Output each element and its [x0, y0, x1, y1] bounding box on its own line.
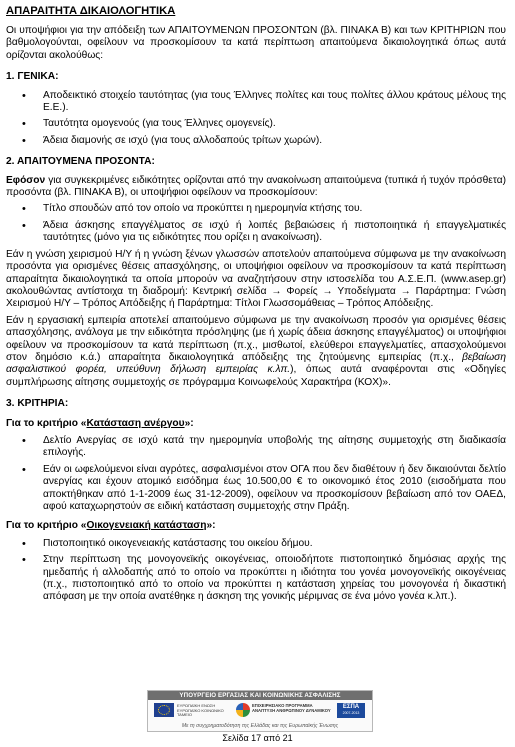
funding-banner: [147, 690, 373, 732]
list-item: • Πιστοποιητικό οικογενειακής κατάστασης του οικείου δήμου.: [6, 538, 506, 550]
eu-fund-text: ΕΥΡΩΠΑΪΚΗ ΕΝΩΣΗ ΕΥΡΩΠΑΪΚΟ ΚΟΙΝΩΝΙΚΟ ΤΑΜΕΙΟ: [177, 703, 224, 717]
espa-years: 2007-2013: [342, 711, 360, 715]
section-heading-general: 1. ΓΕΝΙΚΑ:: [6, 71, 59, 83]
computer-language-paragraph: Εάν η γνώση χειρισμού Η/Υ ή η γνώση ξένων γλωσσών αποτελούν απαιτούμενα σύμφωνα με την ανακοίνωση προσόντα για ορισμένες θέσεις απασχόλησης, οι υποψήφιοι οφείλουν να προσκομίσουν τα κατά περίπτωση απαραίτητα δικαιολογητικά τα οποία μπορούν να αναζητήσουν στην ιστοσελίδα του Α.Σ.Ε.Π. (www.asep.gr) ακολουθώντας αντίστοιχα τη διαδρομή: Κεντρική σελίδα → Φορείς → Υποδείγματα → Παράρτημα: Γνώση Χειρισμού Η/Υ – Τρόπος Απόδειξης ή Παράρτημα: Τίτλοι Γλωσσομάθειας – Τρόπος Απόδειξης.: [6, 248, 506, 310]
unemployment-list: [6, 435, 506, 513]
section-heading-criteria: 3. ΚΡΙΤΗΡΙΑ:: [6, 398, 69, 410]
list-item: • Αποδεικτικό στοιχείο ταυτότητας (για τους Έλληνες πολίτες και τους πολίτες άλλου κράτους μέλους της Ε.Ε.).: [6, 90, 506, 115]
list-item: • Τίτλο σπουδών από τον οποίο να προκύπτει η ημερομηνία κτήσης του.: [6, 203, 506, 215]
family-list: [6, 538, 506, 604]
criterion-name: Κατάσταση ανέργου: [86, 417, 185, 429]
ministry-strip: ΥΠΟΥΡΓΕΙΟ ΕΡΓΑΣΙΑΣ ΚΑΙ ΚΟΙΝΩΝΙΚΗΣ ΑΣΦΑΛΙΣΗΣ: [148, 691, 372, 700]
espa-logo: [337, 703, 365, 718]
criterion-family-heading: [6, 520, 506, 532]
qualifications-lead: [6, 175, 506, 200]
experience-paragraph: [6, 315, 506, 389]
experience-italic-text: βεβαίωση ασφαλιστικού φορέα, υπεύθυνη δήλωση εμπειρίας κ.λπ.: [6, 351, 506, 376]
lead-text: για συγκεκριμένες ειδικότητες ορίζονται από την ανακοίνωση απαιτούμενα (τυπικά ή τυχόν πρόσθετα) προσόντα (βλ. ΠΙΝΑΚΑ Β), οι υποψήφιοι οφείλουν να προσκομίσουν:: [6, 174, 506, 199]
criterion-suffix: »:: [184, 417, 194, 429]
cofunding-caption: Με τη συγχρηματοδότηση της Ελλάδας και της Ευρωπαϊκής Ένωσης: [181, 723, 339, 729]
operational-programme-logo-icon: [236, 703, 250, 717]
page-number: Σελίδα 17 από 21: [222, 733, 293, 743]
espa-label: ΕΣΠΑ: [342, 704, 360, 710]
criterion-prefix: Για το κριτήριο «: [6, 520, 87, 532]
experience-text-a: Εάν η εργασιακή εμπειρία αποτελεί απαιτούμενο σύμφωνα με την ανακοίνωση προσόν για ορισμένες θέσεις απασχόλησης, ανάλογα με την ειδικότητα πρόσληψης (με ή χωρίς άδεια άσκησης επαγγέλματος) οι υποψήφιοι οφείλουν να προσκομίσουν τα κατά περίπτωση (π.χ., μισθωτοί, ελεύθεροι επαγγελματίες, απασχολούμενοι στον δημόσιο κ.ά.) απαραίτητα δικαιολογητικά απόδειξης της ζητούμενης εμπειρίας (π.χ.,: [6, 314, 506, 363]
intro-paragraph: Οι υποψήφιοι για την απόδειξη των ΑΠΑΙΤΟΥΜΕΝΩΝ ΠΡΟΣΟΝΤΩΝ (βλ. ΠΙΝΑΚΑ Β) και των ΚΡΙΤΗΡΙΩΝ που βαθμολογούνται, οφείλουν να προσκομίσουν τα κατά περίπτωση απαιτούμενα δικαιολογητικά όπως αυτά ορίζονται ακολούθως:: [6, 25, 506, 61]
list-item: • Εάν οι ωφελούμενοι είναι αγρότες, ασφαλισμένοι στον ΟΓΑ που δεν διαθέτουν ή δεν δικαιούνται δελτίο ανεργίας και έχουν ατομικό εισόδημα έως 10.500,00 € το οικονομικό έτος 2010 (εισοδήματα που αποκτήθηκαν από 1-1-2009 έως 31-12-2009), οφείλουν να προσκομίσουν βεβαίωση από τον ΟΑΕΔ, αφού καταχωρηστούν σε ειδική κατάσταση συμμετοχής στην Πράξη.: [6, 464, 506, 514]
criterion-unemployment-heading: [6, 418, 506, 430]
list-item: • Άδεια άσκησης επαγγέλματος σε ισχύ ή λοιπές βεβαιώσεις ή πιστοποιητικά ή επαγγελματικές ταυτότητες (μόνο για τις ειδικότητες που ορίζει η ανακοίνωση).: [6, 220, 506, 245]
eu-flag-icon: [154, 703, 174, 717]
list-item: • Άδεια διαμονής σε ισχύ (για τους αλλοδαπούς τρίτων χωρών).: [6, 135, 506, 147]
list-item: • Δελτίο Ανεργίας σε ισχύ κατά την ημερομηνία υποβολής της αίτησης συμμετοχής στη διαδικασία επιλογής.: [6, 435, 506, 460]
operational-programme-text: ΕΠΙΧΕΙΡΗΣΙΑΚΟ ΠΡΟΓΡΑΜΜΑ ΑΝΑΠΤΥΞΗ ΑΝΘΡΩΠΙΝΟΥ ΔΥΝΑΜΙΚΟΥ: [252, 703, 331, 713]
criterion-prefix: Για το κριτήριο «: [6, 417, 87, 429]
document-title: ΑΠΑΡΑΙΤΗΤΑ ΔΙΚΑΙΟΛΟΓΗΤΙΚΑ: [6, 5, 176, 17]
page-content: [6, 5, 506, 608]
experience-text-b: ), όπως αυτά αναφέρονται στις «Οδηγίες συμπλήρωσης αίτησης συμμετοχής σε πρόγραμμα Κοινωφελούς Χαρακτήρα (ΚΟΧ)».: [6, 364, 507, 388]
qualifications-list: [6, 203, 506, 244]
list-item: • Ταυτότητα ομογενούς (για τους Έλληνες ομογενείς).: [6, 118, 506, 130]
criterion-name: Οικογενειακή κατάσταση: [86, 520, 207, 532]
criterion-suffix: »:: [206, 520, 216, 532]
lead-bold-word: Εφόσον: [6, 174, 46, 186]
section-heading-qualifications: 2. ΑΠΑΙΤΟΥΜΕΝΑ ΠΡΟΣΟΝΤΑ:: [6, 156, 155, 168]
list-item: • Στην περίπτωση της μονογονεϊκής οικογένειας, οποιοδήποτε πιστοποιητικό δημόσιας αρχής της ημεδαπής ή αλλοδαπής από το οποίο να προκύπτει η ιδιότητα του γονέα μονογονεϊκής οικογένειας (π.χ., πιστοποιητικό από το οποίο να προκύπτει η κατάσταση χηρείας του μονογονέα ή δικαστική απόφαση με την οποία ανατέθηκε η άσκηση της γονικής μέριμνας σε ένα μόνο γονέα κ.λπ.).: [6, 554, 506, 604]
general-list: [6, 90, 506, 148]
